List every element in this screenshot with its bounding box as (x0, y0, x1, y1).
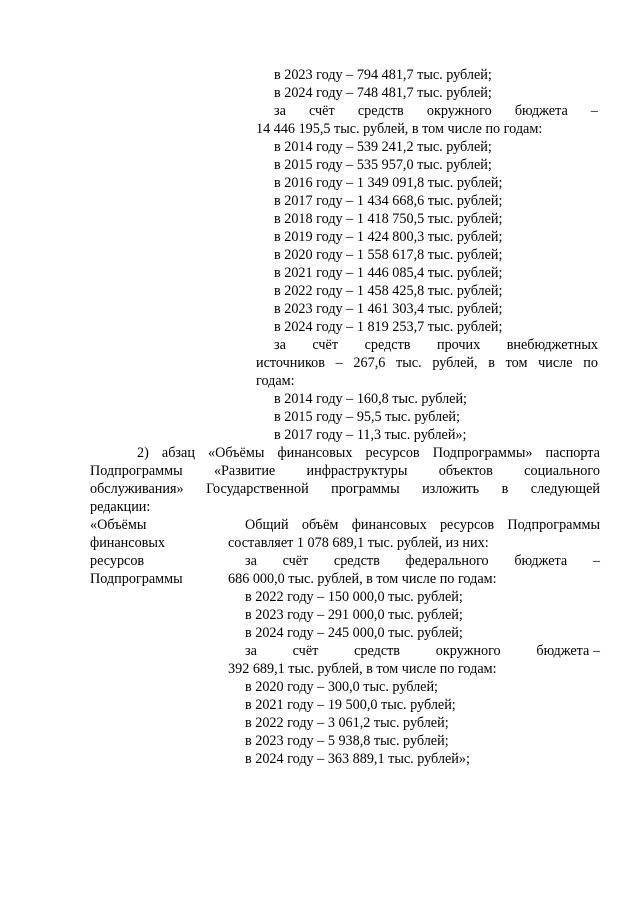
word: внебюджетных (506, 337, 598, 353)
word: в (501, 481, 509, 497)
word: «Объёмы (208, 445, 265, 461)
okrug-budget-total-2: 392 689,1 тыс. рублей, в том числе по годам: (228, 661, 497, 677)
table-left-label: Подпрограммы (90, 571, 183, 587)
word: Подпрограммы (507, 517, 600, 533)
paragraph-2-line-1 (137, 444, 600, 462)
word: – (335, 355, 343, 371)
word: бюджета (514, 553, 568, 569)
other-sources-total (256, 354, 598, 372)
other-year-line: в 2017 году – 11,3 тыс. рублей»; (274, 427, 467, 443)
word: объём (301, 517, 339, 533)
word: средств (364, 337, 411, 353)
word: 267,6 (353, 355, 386, 371)
word: средств (333, 553, 380, 569)
federal-year-line: в 2024 году – 245 000,0 тыс. рублей; (245, 625, 463, 641)
word: счёт (312, 337, 339, 353)
word: паспорта (545, 445, 600, 461)
word: абзац (161, 445, 195, 461)
okrug-year-line: в 2022 году – 1 458 425,8 тыс. рублей; (274, 283, 503, 299)
word: средств (354, 643, 401, 659)
other-sources-heading (274, 336, 598, 354)
word: Подпрограммы» (432, 445, 533, 461)
word: тыс. (396, 355, 422, 371)
word: программы (331, 481, 400, 497)
okrug-year-line: в 2018 году – 1 418 750,5 тыс. рублей; (274, 211, 503, 227)
word: Общий (245, 517, 289, 533)
word: – (592, 553, 600, 569)
word: инфраструктуры (306, 463, 408, 479)
federal-year-line: в 2023 году – 291 000,0 тыс. рублей; (245, 607, 463, 623)
okrug-year-line: в 2024 году – 1 819 253,7 тыс. рублей; (274, 319, 503, 335)
word: рублей, (432, 355, 478, 371)
year-2023-line: в 2023 году – 794 481,7 тыс. рублей; (274, 67, 492, 83)
word: изложить (422, 481, 480, 497)
word: Подпрограммы (90, 463, 183, 479)
word: 2) (137, 445, 149, 461)
table-total-line-2: составляет 1 078 689,1 тыс. рублей, из них: (228, 535, 489, 551)
word: за (245, 553, 257, 569)
okrug-year-line: в 2014 году – 539 241,2 тыс. рублей; (274, 139, 492, 155)
table-left-label: «Объёмы (90, 517, 147, 533)
table-left-label: финансовых (90, 535, 165, 551)
word: – (590, 103, 598, 119)
word: счёт (309, 103, 335, 119)
okrug-year-line: в 2021 году – 1 446 085,4 тыс. рублей; (274, 265, 503, 281)
word: бюджета – (536, 643, 600, 659)
word: за (274, 103, 286, 119)
table-total-line-1 (245, 516, 600, 534)
word: ресурсов (365, 445, 420, 461)
word: социального (524, 463, 600, 479)
other-year-line: в 2014 году – 160,8 тыс. рублей; (274, 391, 467, 407)
word: по (583, 355, 598, 371)
word: источников (256, 355, 325, 371)
federal-budget-heading (245, 552, 600, 570)
word: счёт (282, 553, 309, 569)
okrug-budget-heading (274, 102, 598, 120)
other-sources-total-end: годам: (256, 373, 295, 389)
word: счёт (292, 643, 319, 659)
word: окружного (435, 643, 501, 659)
word: бюджета (514, 103, 568, 119)
other-year-line: в 2015 году – 95,5 тыс. рублей; (274, 409, 460, 425)
word: прочих (436, 337, 481, 353)
okrug-year-line: в 2016 году – 1 349 091,8 тыс. рублей; (274, 175, 503, 191)
word: средств (357, 103, 404, 119)
federal-budget-total: 686 000,0 тыс. рублей, в том числе по годам: (228, 571, 497, 587)
paragraph-2-line-3 (90, 480, 600, 498)
okrug-budget-heading-2 (245, 642, 600, 660)
okrug-year-line-2: в 2022 году – 3 061,2 тыс. рублей; (245, 715, 449, 731)
word: объектов (438, 463, 493, 479)
word: числе (538, 355, 573, 371)
federal-year-line: в 2022 году – 150 000,0 тыс. рублей; (245, 589, 463, 605)
word: обслуживания» (90, 481, 184, 497)
word: ресурсов (439, 517, 495, 533)
okrug-year-line-2: в 2023 году – 5 938,8 тыс. рублей; (245, 733, 449, 749)
word: «Развитие (213, 463, 276, 479)
word: федерального (405, 553, 489, 569)
okrug-year-line: в 2019 году – 1 424 800,3 тыс. рублей; (274, 229, 503, 245)
word: финансовых (351, 517, 427, 533)
word: Государственной (206, 481, 309, 497)
word: за (274, 337, 286, 353)
table-left-label: ресурсов (90, 553, 145, 569)
word: том (505, 355, 528, 371)
okrug-year-line: в 2017 году – 1 434 668,6 тыс. рублей; (274, 193, 503, 209)
word: окружного (426, 103, 492, 119)
word: следующей (530, 481, 600, 497)
okrug-year-line-2: в 2024 году – 363 889,1 тыс. рублей»; (245, 751, 470, 767)
okrug-year-line: в 2023 году – 1 461 303,4 тыс. рублей; (274, 301, 503, 317)
okrug-year-line: в 2015 году – 535 957,0 тыс. рублей; (274, 157, 492, 173)
paragraph-2-line-2 (90, 462, 600, 480)
okrug-budget-total: 14 446 195,5 тыс. рублей, в том числе по годам: (256, 121, 543, 137)
year-2024-line: в 2024 году – 748 481,7 тыс. рублей; (274, 85, 492, 101)
okrug-year-line: в 2020 году – 1 558 617,8 тыс. рублей; (274, 247, 503, 263)
word: финансовых (277, 445, 353, 461)
okrug-year-line-2: в 2020 году – 300,0 тыс. рублей; (245, 679, 438, 695)
word: в (488, 355, 495, 371)
word: за (245, 643, 257, 659)
paragraph-2-line-4: редакции: (90, 499, 151, 515)
okrug-year-line-2: в 2021 году – 19 500,0 тыс. рублей; (245, 697, 456, 713)
